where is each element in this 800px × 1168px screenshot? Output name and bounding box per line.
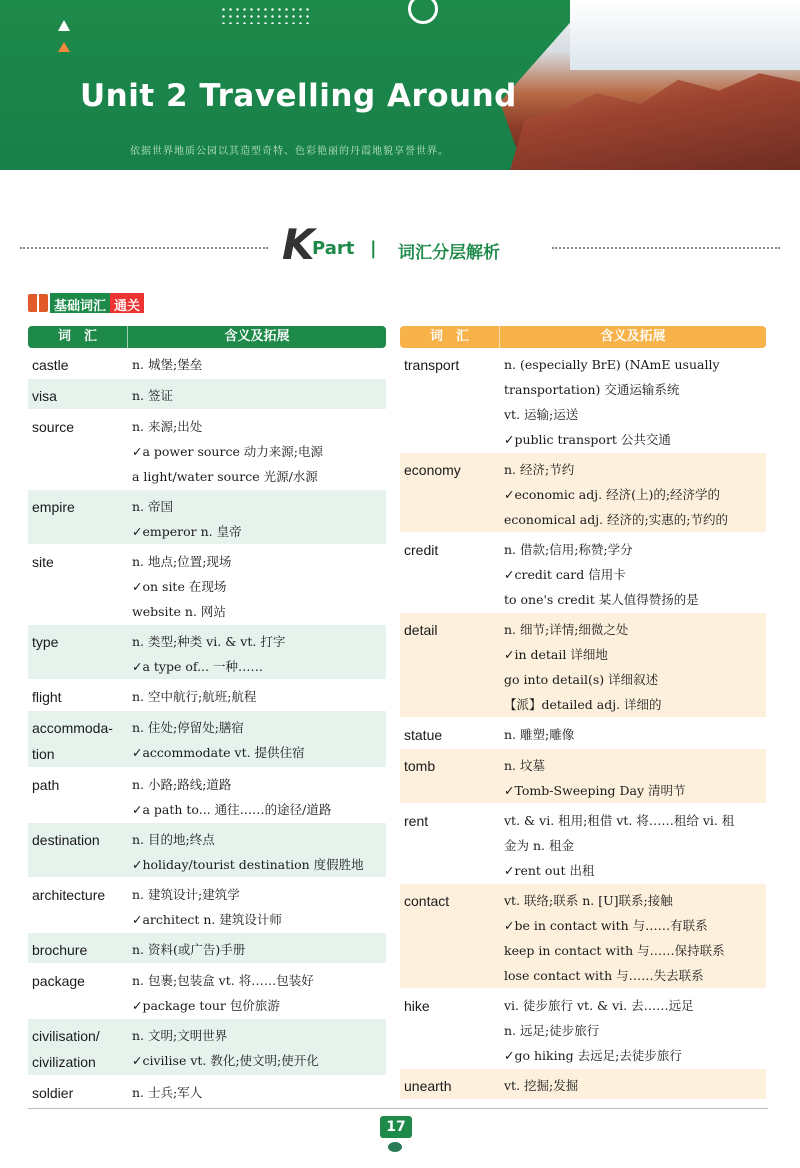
table-row (28, 711, 386, 768)
meaning-line: n. 住处;停留处;膳宿 (132, 720, 244, 735)
vocab-meaning (128, 410, 386, 489)
meaning-line: ✓credit card 信用卡 (504, 567, 626, 582)
meaning-line: n. 小路;路线;道路 (132, 777, 232, 792)
vocab-word-line: destination (32, 832, 100, 848)
vocab-meaning (128, 680, 386, 710)
vocab-word-line: source (32, 419, 75, 435)
vocab-word-line: credit (404, 542, 439, 558)
header-word: 词 汇 (400, 326, 500, 348)
vocab-word (400, 749, 500, 803)
vocab-word (28, 348, 128, 378)
vocab-word (28, 933, 128, 963)
meaning-line: n. 城堡;堡垒 (132, 357, 203, 372)
meaning-line: n. 建筑设计;建筑学 (132, 887, 240, 902)
vocab-meaning (128, 878, 386, 932)
table-row (28, 768, 386, 823)
vocab-meaning (500, 884, 766, 988)
meaning-line: ✓a path to... 通往……的途径/道路 (132, 802, 332, 817)
vocab-word-line: package (32, 973, 85, 989)
vocab-table-left (28, 326, 386, 1107)
triangle-icon (58, 42, 70, 52)
vocab-word (400, 453, 500, 532)
triangle-icon (58, 20, 70, 31)
vocab-word (400, 613, 500, 717)
vocab-meaning (500, 348, 766, 452)
meaning-line: vt. 挖掘;发掘 (504, 1078, 579, 1093)
vocab-meaning (500, 613, 766, 717)
meaning-line: n. 空中航行;航班;航程 (132, 689, 257, 704)
table-row (400, 718, 766, 749)
vocab-word-line: path (32, 777, 60, 793)
vocab-meaning (128, 379, 386, 409)
book-icon (28, 294, 48, 312)
table-row (28, 379, 386, 410)
vocab-word-line: civilization (32, 1054, 96, 1070)
vocab-meaning (128, 933, 386, 963)
meaning-line: n. 雕塑;雕像 (504, 727, 575, 742)
meaning-line: ✓be in contact with 与……有联系 (504, 918, 708, 933)
meaning-line: n. (especially BrE) (NAmE usually (504, 357, 720, 372)
header-word: 词 汇 (28, 326, 128, 348)
vocab-word-line: contact (404, 893, 450, 909)
meaning-line: ✓economic adj. 经济(上)的;经济学的 (504, 487, 721, 502)
meaning-line: vt. & vi. 租用;租借 vt. 将……租给 vi. 租 (504, 813, 735, 828)
table-header (28, 326, 386, 348)
meaning-line: vi. 徒步旅行 vt. & vi. 去……远足 (504, 998, 694, 1013)
vocab-meaning (500, 989, 766, 1068)
vocab-word (28, 490, 128, 544)
vocab-word (28, 768, 128, 822)
table-header (400, 326, 766, 348)
vocab-word (400, 718, 500, 748)
footer-divider (28, 1108, 768, 1109)
meaning-line: ✓holiday/tourist destination 度假胜地 (132, 857, 364, 872)
photo-sky (570, 0, 800, 70)
vocab-word (28, 964, 128, 1018)
vocab-word-line: flight (32, 689, 62, 705)
page-number: 17 (380, 1116, 412, 1138)
vocab-word-line: rent (404, 813, 429, 829)
meaning-line: ✓rent out 出租 (504, 863, 595, 878)
meaning-line: n. 来源;出处 (132, 419, 203, 434)
table-row (28, 823, 386, 878)
subsection-label-b: 通关 (110, 293, 144, 313)
meaning-line: ✓Tomb-Sweeping Day 清明节 (504, 783, 686, 798)
vocab-meaning (500, 1069, 766, 1099)
bird-icon (388, 1142, 402, 1152)
meaning-line: go into detail(s) 详细叙述 (504, 672, 659, 687)
meaning-line: keep in contact with 与……保持联系 (504, 943, 725, 958)
vocab-word-line: detail (404, 622, 438, 638)
vocab-meaning (128, 711, 386, 767)
vocab-word-line: accommoda- (32, 720, 113, 736)
table-row (28, 964, 386, 1019)
table-row (28, 1076, 386, 1107)
meaning-line: 金为 n. 租金 (504, 838, 574, 853)
circle-icon (408, 0, 438, 24)
vocab-table-right (400, 326, 766, 1100)
vocab-word (28, 1019, 128, 1075)
table-row (28, 348, 386, 379)
dotted-divider (552, 247, 780, 249)
vocab-meaning (128, 625, 386, 679)
meaning-line: ✓a type of... 一种…… (132, 659, 263, 674)
part-separator: | (370, 238, 377, 259)
meaning-line: n. 远足;徒步旅行 (504, 1023, 600, 1038)
vocab-word-line: empire (32, 499, 75, 515)
meaning-line: n. 签证 (132, 388, 173, 403)
table-row (400, 348, 766, 453)
meaning-line: website n. 网站 (132, 604, 226, 619)
meaning-line: ✓on site 在现场 (132, 579, 227, 594)
vocab-word-line: unearth (404, 1078, 452, 1094)
vocab-meaning (500, 453, 766, 532)
meaning-line: n. 经济;节约 (504, 462, 575, 477)
vocab-word-line: civilisation/ (32, 1028, 100, 1044)
vocab-meaning (128, 348, 386, 378)
meaning-line: n. 目的地;终点 (132, 832, 215, 847)
subsection-label-a: 基础词汇 (50, 293, 110, 313)
meaning-line: ✓accommodate vt. 提供住宿 (132, 745, 305, 760)
subsection-label (28, 292, 144, 314)
vocab-meaning (128, 823, 386, 877)
vocab-word (28, 823, 128, 877)
meaning-line: n. 借款;信用;称赞;学分 (504, 542, 633, 557)
vocab-word-line: statue (404, 727, 443, 743)
table-row (400, 749, 766, 804)
table-row (400, 884, 766, 989)
dotted-divider (20, 247, 268, 249)
meaning-line: ✓architect n. 建筑设计师 (132, 912, 282, 927)
meaning-line: to one's credit 某人值得赞扬的是 (504, 592, 699, 607)
meaning-line: ✓public transport 公共交通 (504, 432, 671, 447)
vocab-word-line: architecture (32, 887, 106, 903)
meaning-line: lose contact with 与……失去联系 (504, 968, 704, 983)
vocab-word (28, 410, 128, 489)
vocab-meaning (128, 768, 386, 822)
meaning-line: a light/water source 光源/水源 (132, 469, 318, 484)
vocab-word (28, 680, 128, 710)
meaning-line: ✓civilise vt. 教化;使文明;使开化 (132, 1053, 319, 1068)
meaning-line: 【派】detailed adj. 详细的 (504, 697, 662, 712)
vocab-meaning (128, 1019, 386, 1075)
meaning-line: n. 帝国 (132, 499, 173, 514)
vocab-word-line: economy (404, 462, 461, 478)
vocab-word-line: tion (32, 746, 55, 762)
meaning-line: vt. 联络;联系 n. [U]联系;接触 (504, 893, 673, 908)
vocab-word (28, 379, 128, 409)
vocab-word-line: castle (32, 357, 69, 373)
vocab-word-line: visa (32, 388, 57, 404)
meaning-line: ✓go hiking 去远足;去徒步旅行 (504, 1048, 682, 1063)
part-label: Part (312, 238, 355, 259)
table-row (28, 1019, 386, 1076)
vocab-word-line: type (32, 634, 59, 650)
unit-banner (0, 0, 800, 170)
vocab-word (28, 625, 128, 679)
table-row (28, 625, 386, 680)
header-meaning: 含义及拓展 (224, 329, 290, 344)
vocab-word (400, 533, 500, 612)
dot-pattern (220, 6, 310, 24)
vocab-word-line: site (32, 554, 54, 570)
table-row (28, 680, 386, 711)
vocab-meaning (128, 545, 386, 624)
meaning-line: n. 类型;种类 vi. & vt. 打字 (132, 634, 286, 649)
vocab-word (400, 348, 500, 452)
vocab-word-line: transport (404, 357, 460, 373)
meaning-line: n. 细节;详情;细微之处 (504, 622, 629, 637)
vocab-meaning (128, 1076, 386, 1106)
banner-motto: 依据世界地质公园以其造型奇特、色彩艳丽的丹霞地貌享誉世界。 (130, 146, 449, 157)
meaning-line: vt. 运输;运送 (504, 407, 579, 422)
meaning-line: n. 资料(或广告)手册 (132, 942, 246, 957)
table-row (400, 989, 766, 1069)
vocab-meaning (128, 964, 386, 1018)
vocab-word (28, 545, 128, 624)
vocab-word (28, 1076, 128, 1106)
vocab-meaning (500, 804, 766, 883)
vocab-word (28, 711, 128, 767)
meaning-line: n. 地点;位置;现场 (132, 554, 232, 569)
vocab-word-line: brochure (32, 942, 88, 958)
meaning-line: n. 士兵;军人 (132, 1085, 203, 1100)
vocab-meaning (500, 533, 766, 612)
vocab-meaning (500, 749, 766, 803)
vocab-word (400, 884, 500, 988)
meaning-line: ✓package tour 包价旅游 (132, 998, 280, 1013)
vocab-word (400, 1069, 500, 1099)
part-title: 词汇分层解析 (398, 243, 500, 263)
table-row (400, 1069, 766, 1100)
vocab-word (400, 804, 500, 883)
part-letter: K (282, 220, 315, 269)
meaning-line: ✓in detail 详细地 (504, 647, 608, 662)
unit-title: Unit 2 Travelling Around (80, 78, 517, 114)
meaning-line: n. 文明;文明世界 (132, 1028, 228, 1043)
vocab-word (400, 989, 500, 1068)
meaning-line: ✓a power source 动力来源;电源 (132, 444, 324, 459)
table-row (28, 490, 386, 545)
header-meaning: 含义及拓展 (600, 329, 666, 344)
table-row (400, 804, 766, 884)
table-row (28, 878, 386, 933)
section-header (20, 220, 780, 269)
vocab-word-line: soldier (32, 1085, 74, 1101)
vocab-meaning (500, 718, 766, 748)
vocab-meaning (128, 490, 386, 544)
table-row (28, 933, 386, 964)
meaning-line: n. 坟墓 (504, 758, 545, 773)
table-row (400, 613, 766, 718)
table-row (400, 453, 766, 533)
meaning-line: economical adj. 经济的;实惠的;节约的 (504, 512, 728, 527)
table-row (28, 545, 386, 625)
vocab-word-line: hike (404, 998, 430, 1014)
table-row (28, 410, 386, 490)
vocab-word-line: tomb (404, 758, 436, 774)
meaning-line: ✓emperor n. 皇帝 (132, 524, 242, 539)
table-row (400, 533, 766, 613)
meaning-line: n. 包裹;包装盒 vt. 将……包装好 (132, 973, 314, 988)
vocab-word (28, 878, 128, 932)
meaning-line: transportation) 交通运输系统 (504, 382, 680, 397)
